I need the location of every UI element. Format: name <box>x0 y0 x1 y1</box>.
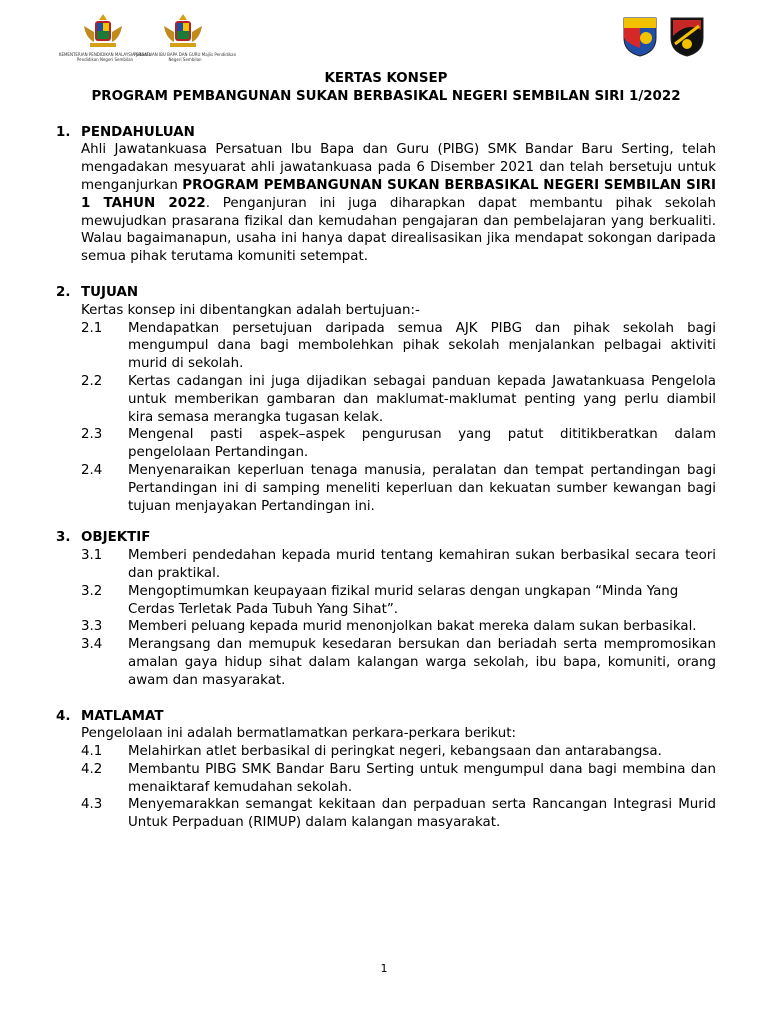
section-tujuan <box>56 284 716 515</box>
section-title: OBJEKTIF <box>81 530 151 546</box>
state-crest-icon <box>160 12 206 52</box>
page-number: 1 <box>380 962 388 975</box>
section-heading <box>56 708 716 726</box>
item-text: Menyemarakkan semangat kekitaan dan perpaduan serta Rancangan Integrasi Murid Untuk Perpaduan (RIMUP) dalam kalangan masyarakat. <box>128 797 716 831</box>
item-text: Mengenal pasti aspek–aspek pengurusan yang patut dititikberatkan dalam pengelolaan Pertandingan. <box>128 427 716 461</box>
item-number: 2.1 <box>81 320 103 336</box>
list-item <box>81 373 716 426</box>
section-number: 1. <box>56 124 71 140</box>
pibg-caption: PERSATUAN IBU BAPA DAN GURU Majlis Pendidikan Negeri Sembilan <box>133 52 237 62</box>
section-number: 2. <box>56 284 71 300</box>
ministry-caption: KEMENTERIAN PENDIDIKAN MALAYSIA Jabatan Pendidikan Negeri Sembilan <box>58 52 152 62</box>
list-item <box>81 796 716 832</box>
item-number: 4.2 <box>81 761 103 777</box>
doc-title: KERTAS KONSEP <box>324 71 448 86</box>
item-text: Mendapatkan persetujuan daripada semua AJK PIBG dan pihak sekolah bagi mengumpul dana bagi membolehkan pihak sekolah menjalankan pelbagai aktiviti murid di sekolah. <box>128 320 716 372</box>
section-intro: Kertas konsep ini dibentangkan adalah bertujuan:- <box>81 302 420 318</box>
item-number: 2.2 <box>81 373 103 389</box>
section-heading <box>56 284 716 302</box>
item-number: 2.4 <box>81 462 103 478</box>
item-number: 3.3 <box>81 619 103 635</box>
section-title: MATLAMAT <box>81 708 164 724</box>
item-text: Melahirkan atlet berbasikal di peringkat negeri, kebangsaan dan antarabangsa. <box>128 744 662 760</box>
list-item <box>81 583 716 619</box>
section-title: PENDAHULUAN <box>81 124 195 140</box>
item-number: 3.4 <box>81 637 103 653</box>
document-body <box>56 70 716 832</box>
list-item <box>81 426 716 462</box>
item-number: 3.2 <box>81 583 103 599</box>
paragraph-text: . Penganjuran ini juga diharapkan dapat membantu pihak sekolah mewujudkan prasarana fizikal dan kemudahan pengajaran dan pembelajaran yang berkualiti. Walau bagaimanapun, usaha ini hanya dapat direalisasikan jika mendapat sokongan daripada semua pihak terutama komuniti setempat. <box>81 195 717 265</box>
state-logo-icon <box>667 14 707 58</box>
list-item <box>81 618 716 636</box>
item-text: Membantu PIBG SMK Bandar Baru Serting untuk mengumpul dana bagi membina dan menaiktaraf kemudahan sekolah. <box>128 761 716 795</box>
section-number: 3. <box>56 530 71 546</box>
section-matlamat <box>56 708 716 833</box>
malaysia-coat-of-arms-icon <box>80 12 126 52</box>
item-text: Kertas cadangan ini juga dijadikan sebagai panduan kepada Jawatankuasa Pengelola untuk memberikan gambaran dan maklumat-maklumat penting yang perlu diambil kira semasa merangka tugasan kelak. <box>128 373 716 425</box>
list-item <box>81 761 716 797</box>
section-heading <box>56 529 716 547</box>
doc-subtitle: PROGRAM PEMBANGUNAN SUKAN BERBASIKAL NEGERI SEMBILAN SIRI 1/2022 <box>91 88 681 104</box>
item-text: Merangsang dan memupuk kesedaran bersukan dan beriadah serta mempromosikan amalan gaya hidup sihat dalam kalangan warga sekolah, ibu bapa, komuniti, orang awam dan masyarakat. <box>128 637 716 688</box>
item-number: 4.1 <box>81 744 103 760</box>
item-text: Memberi pendedahan kepada murid tentang kemahiran sukan berbasikal secara teori dan praktikal. <box>128 548 716 581</box>
section-intro: Pengelolaan ini adalah bermatlamatkan perkara-perkara berikut: <box>81 726 517 742</box>
list-item <box>81 462 716 515</box>
item-number: 4.3 <box>81 797 103 813</box>
list-item <box>81 547 716 583</box>
section-number: 4. <box>56 708 71 724</box>
item-text: Memberi peluang kepada murid menonjolkan bakat mereka dalam sukan berbasikal. <box>128 619 697 635</box>
paragraph-text: Ahli Jawatankuasa Persatuan Ibu Bapa dan Guru (PIBG) SMK Bandar Baru Serting, telah mengadakan mesyuarat ahli jawatankuasa pada 6 Disember 2021 dan telah bersetuju untuk menganjurkan <box>81 142 716 193</box>
section-title: TUJUAN <box>81 284 139 300</box>
section-heading <box>56 124 716 142</box>
school-logo-icon <box>620 14 660 58</box>
page-header <box>0 8 768 62</box>
section-pendahuluan <box>56 124 716 266</box>
list-item <box>81 743 716 761</box>
section-objektif <box>56 529 716 689</box>
item-number: 3.1 <box>81 548 103 564</box>
paragraph <box>81 141 716 266</box>
list-item <box>81 320 716 373</box>
item-number: 2.3 <box>81 427 103 443</box>
list-item <box>81 636 716 689</box>
item-text: Menyenaraikan keperluan tenaga manusia, peralatan dan tempat pertandingan bagi Pertandingan ini di samping meneliti keperluan dan kekuatan sumber kewangan bagi tujuan menjayakan Pertandingan ini. <box>128 462 716 514</box>
program-name: PROGRAM PEMBANGUNAN SUKAN BERBASIKAL NEGERI SEMBILAN SIRI 1 TAHUN 2022 <box>81 177 716 211</box>
item-text: Mengoptimumkan keupayaan fizikal murid selaras dengan ungkapan “Minda Yang Cerdas Terletak Pada Tubuh Yang Sihat”. <box>128 583 679 617</box>
